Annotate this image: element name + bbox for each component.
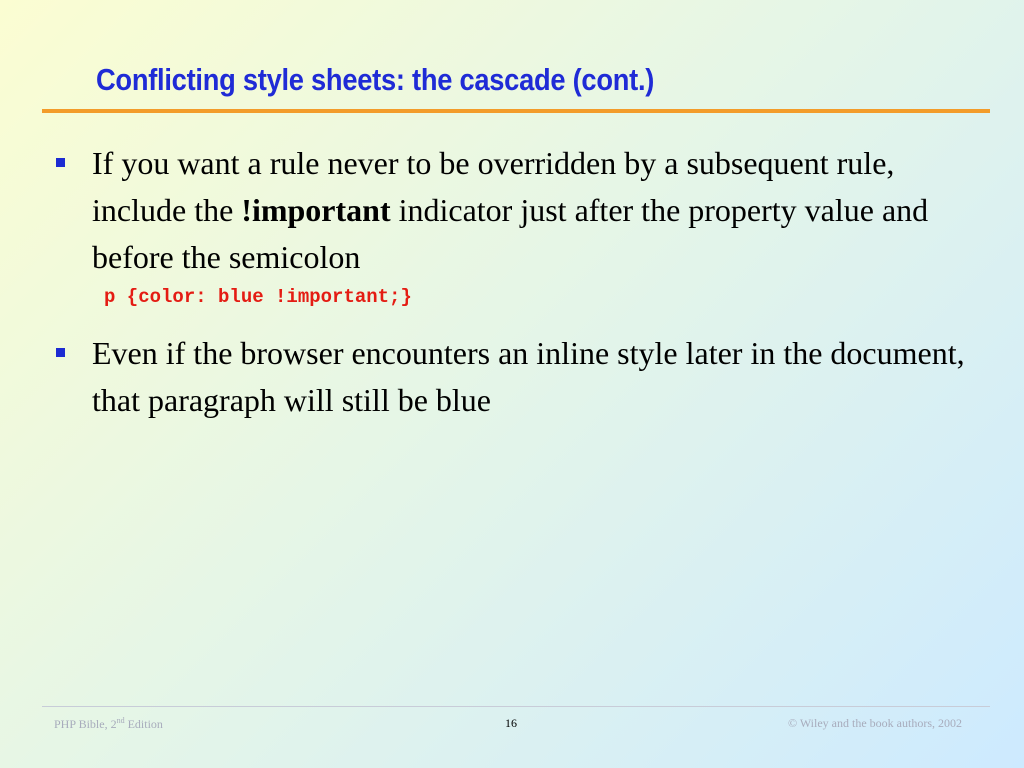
bullet-text-1 (92, 140, 972, 281)
footer-book-title (54, 716, 163, 732)
bullet-text-2: Even if the browser encounters an inline style later in the document, that paragraph will still be blue (92, 335, 965, 418)
title-underline (42, 109, 990, 113)
bullet-text-1-part-a: If you want a rule never to be overridden by a subsequent rule, include the (92, 145, 895, 228)
bullet-marker-1 (56, 158, 65, 167)
important-keyword: !important (241, 192, 391, 228)
page-number: 16 (505, 716, 517, 730)
code-example: p {color: blue !important;} (104, 286, 412, 308)
footer-book-name: PHP Bible, 2 (54, 717, 117, 731)
bullet-text-1-part-b: indicator just after the property value and before the semicolon (92, 192, 929, 275)
bullet-marker-2 (56, 348, 65, 357)
footer-copyright: © Wiley and the book authors, 2002 (787, 716, 962, 730)
footer-edition-sup: nd (116, 716, 125, 725)
slide-title: Conflicting style sheets: the cascade (cont.) (96, 62, 655, 97)
footer-edition-word: Edition (124, 717, 163, 731)
footer-divider (42, 706, 990, 707)
